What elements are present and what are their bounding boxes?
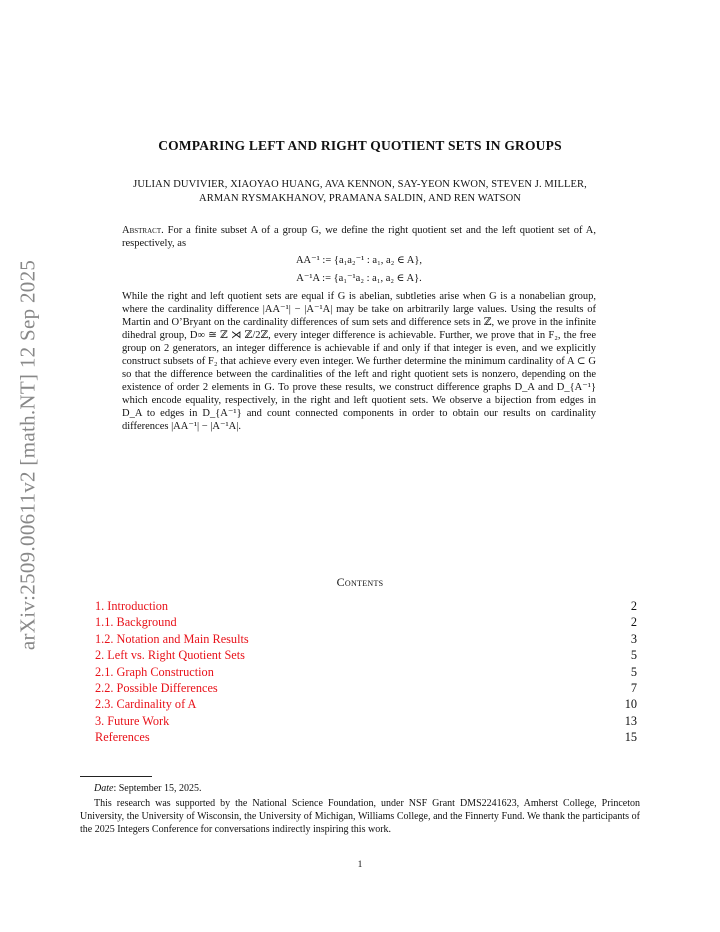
toc-link[interactable]: 2.2. Possible Differences	[95, 680, 218, 695]
equation-right-quotient: AA⁻¹ := {a₁a₂⁻¹ : a₁, a₂ ∈ A},	[295, 255, 423, 266]
abstract-intro: For a finite subset A of a group G, we define the right quotient set and the left quotient set of A, respectively, as	[122, 225, 596, 249]
abstract-body: While the right and left quotient sets are equal if G is abelian, subtleties arise when G is a nonabelian group, where the cardinality difference |AA⁻¹| − |A⁻¹A| may be take on arbitrarily large values. Using the results of Martin and O’Bryant on the cardinality differences of sum sets and difference sets in ℤ, we prove in the infinite dihedral group, D∞ ≅ ℤ ⋊ ℤ/2ℤ, every integer difference is achievable. Further, we prove that in F₂, the free group on 2 generators, an integer difference is achievable if and only if that integer is even, and we explicitly construct subsets of F₂ that achieve every even integer. We further determine the minimum cardinality of A ⊂ G so that the difference between the cardinalities of the left and right quotient sets is nonzero, depending on the existence of order 2 elements in G. To prove these results, we construct difference graphs D_A and D_{A⁻¹} which encode equality, respectively, in the right and left quotient sets. We observe a bijection from edges in D_A to edges in D_{A⁻¹} and count connected components in order to obtain our results on cardinality differences |AA⁻¹| − |A⁻¹A|.	[122, 291, 596, 432]
footnote-rule	[80, 776, 152, 777]
abstract	[122, 224, 596, 433]
arxiv-sidebar-stamp	[10, 220, 46, 690]
toc-entry[interactable]	[95, 713, 637, 729]
toc-page-number: 2	[630, 615, 637, 630]
toc-link[interactable]: 2. Left vs. Right Quotient Sets	[95, 648, 245, 663]
toc-link[interactable]: 2.1. Graph Construction	[95, 664, 214, 679]
toc-link[interactable]: 2.3. Cardinality of A	[95, 697, 197, 712]
toc-page-number: 5	[630, 648, 637, 663]
toc-entry[interactable]	[95, 598, 637, 614]
toc-entry[interactable]	[95, 614, 637, 630]
abstract-label: Abstract.	[122, 225, 164, 236]
toc-link[interactable]: References	[95, 730, 150, 745]
table-of-contents	[95, 598, 637, 746]
toc-entry[interactable]	[95, 664, 637, 680]
arxiv-stamp-text: arXiv:2509.00611v2 [math.NT] 12 Sep 2025	[15, 259, 40, 651]
toc-page-number: 15	[624, 730, 637, 745]
contents-heading: Contents	[336, 575, 384, 589]
authors-line-2: ARMAN RYSMAKHANOV, PRAMANA SALDIN, AND REN WATSON	[199, 193, 521, 204]
authors-line-1: JULIAN DUVIVIER, XIAOYAO HUANG, AVA KENNON, SAY-YEON KWON, STEVEN J. MILLER,	[133, 179, 587, 190]
toc-page-number: 5	[630, 664, 637, 679]
toc-page-number: 7	[630, 680, 637, 695]
toc-link[interactable]: 1. Introduction	[95, 599, 169, 613]
toc-entry[interactable]	[95, 631, 637, 647]
footnote	[80, 782, 640, 836]
date-label: Date	[94, 783, 114, 794]
toc-page-number: 3	[630, 631, 637, 646]
date-value: : September 15, 2025.	[113, 783, 202, 794]
paper-title: COMPARING LEFT AND RIGHT QUOTIENT SETS IN GROUPS	[158, 138, 562, 153]
toc-page-number: 2	[630, 599, 637, 613]
equation-left-quotient: A⁻¹A := {a₁⁻¹a₂ : a₁, a₂ ∈ A}.	[296, 273, 422, 284]
toc-entry[interactable]	[95, 696, 637, 712]
toc-page-number: 13	[624, 713, 637, 728]
toc-entry[interactable]	[95, 680, 637, 696]
acknowledgement: This research was supported by the National Science Foundation, under NSF Grant DMS2241623, Amherst College, Princeton University, the University of Wisconsin, the University of Michigan, Williams College, and the Finnerty Fund. We thank the participants of the 2025 Integers Conference for conversations indirectly inspiring this work.	[80, 798, 640, 835]
toc-page-number: 10	[624, 697, 637, 712]
toc-link[interactable]: 1.1. Background	[95, 615, 177, 630]
author-list	[80, 178, 640, 206]
toc-link[interactable]: 1.2. Notation and Main Results	[95, 631, 249, 646]
page-number: 1	[357, 860, 363, 870]
toc-link[interactable]: 3. Future Work	[95, 713, 170, 728]
toc-entry[interactable]	[95, 729, 637, 745]
toc-entry[interactable]	[95, 647, 637, 663]
